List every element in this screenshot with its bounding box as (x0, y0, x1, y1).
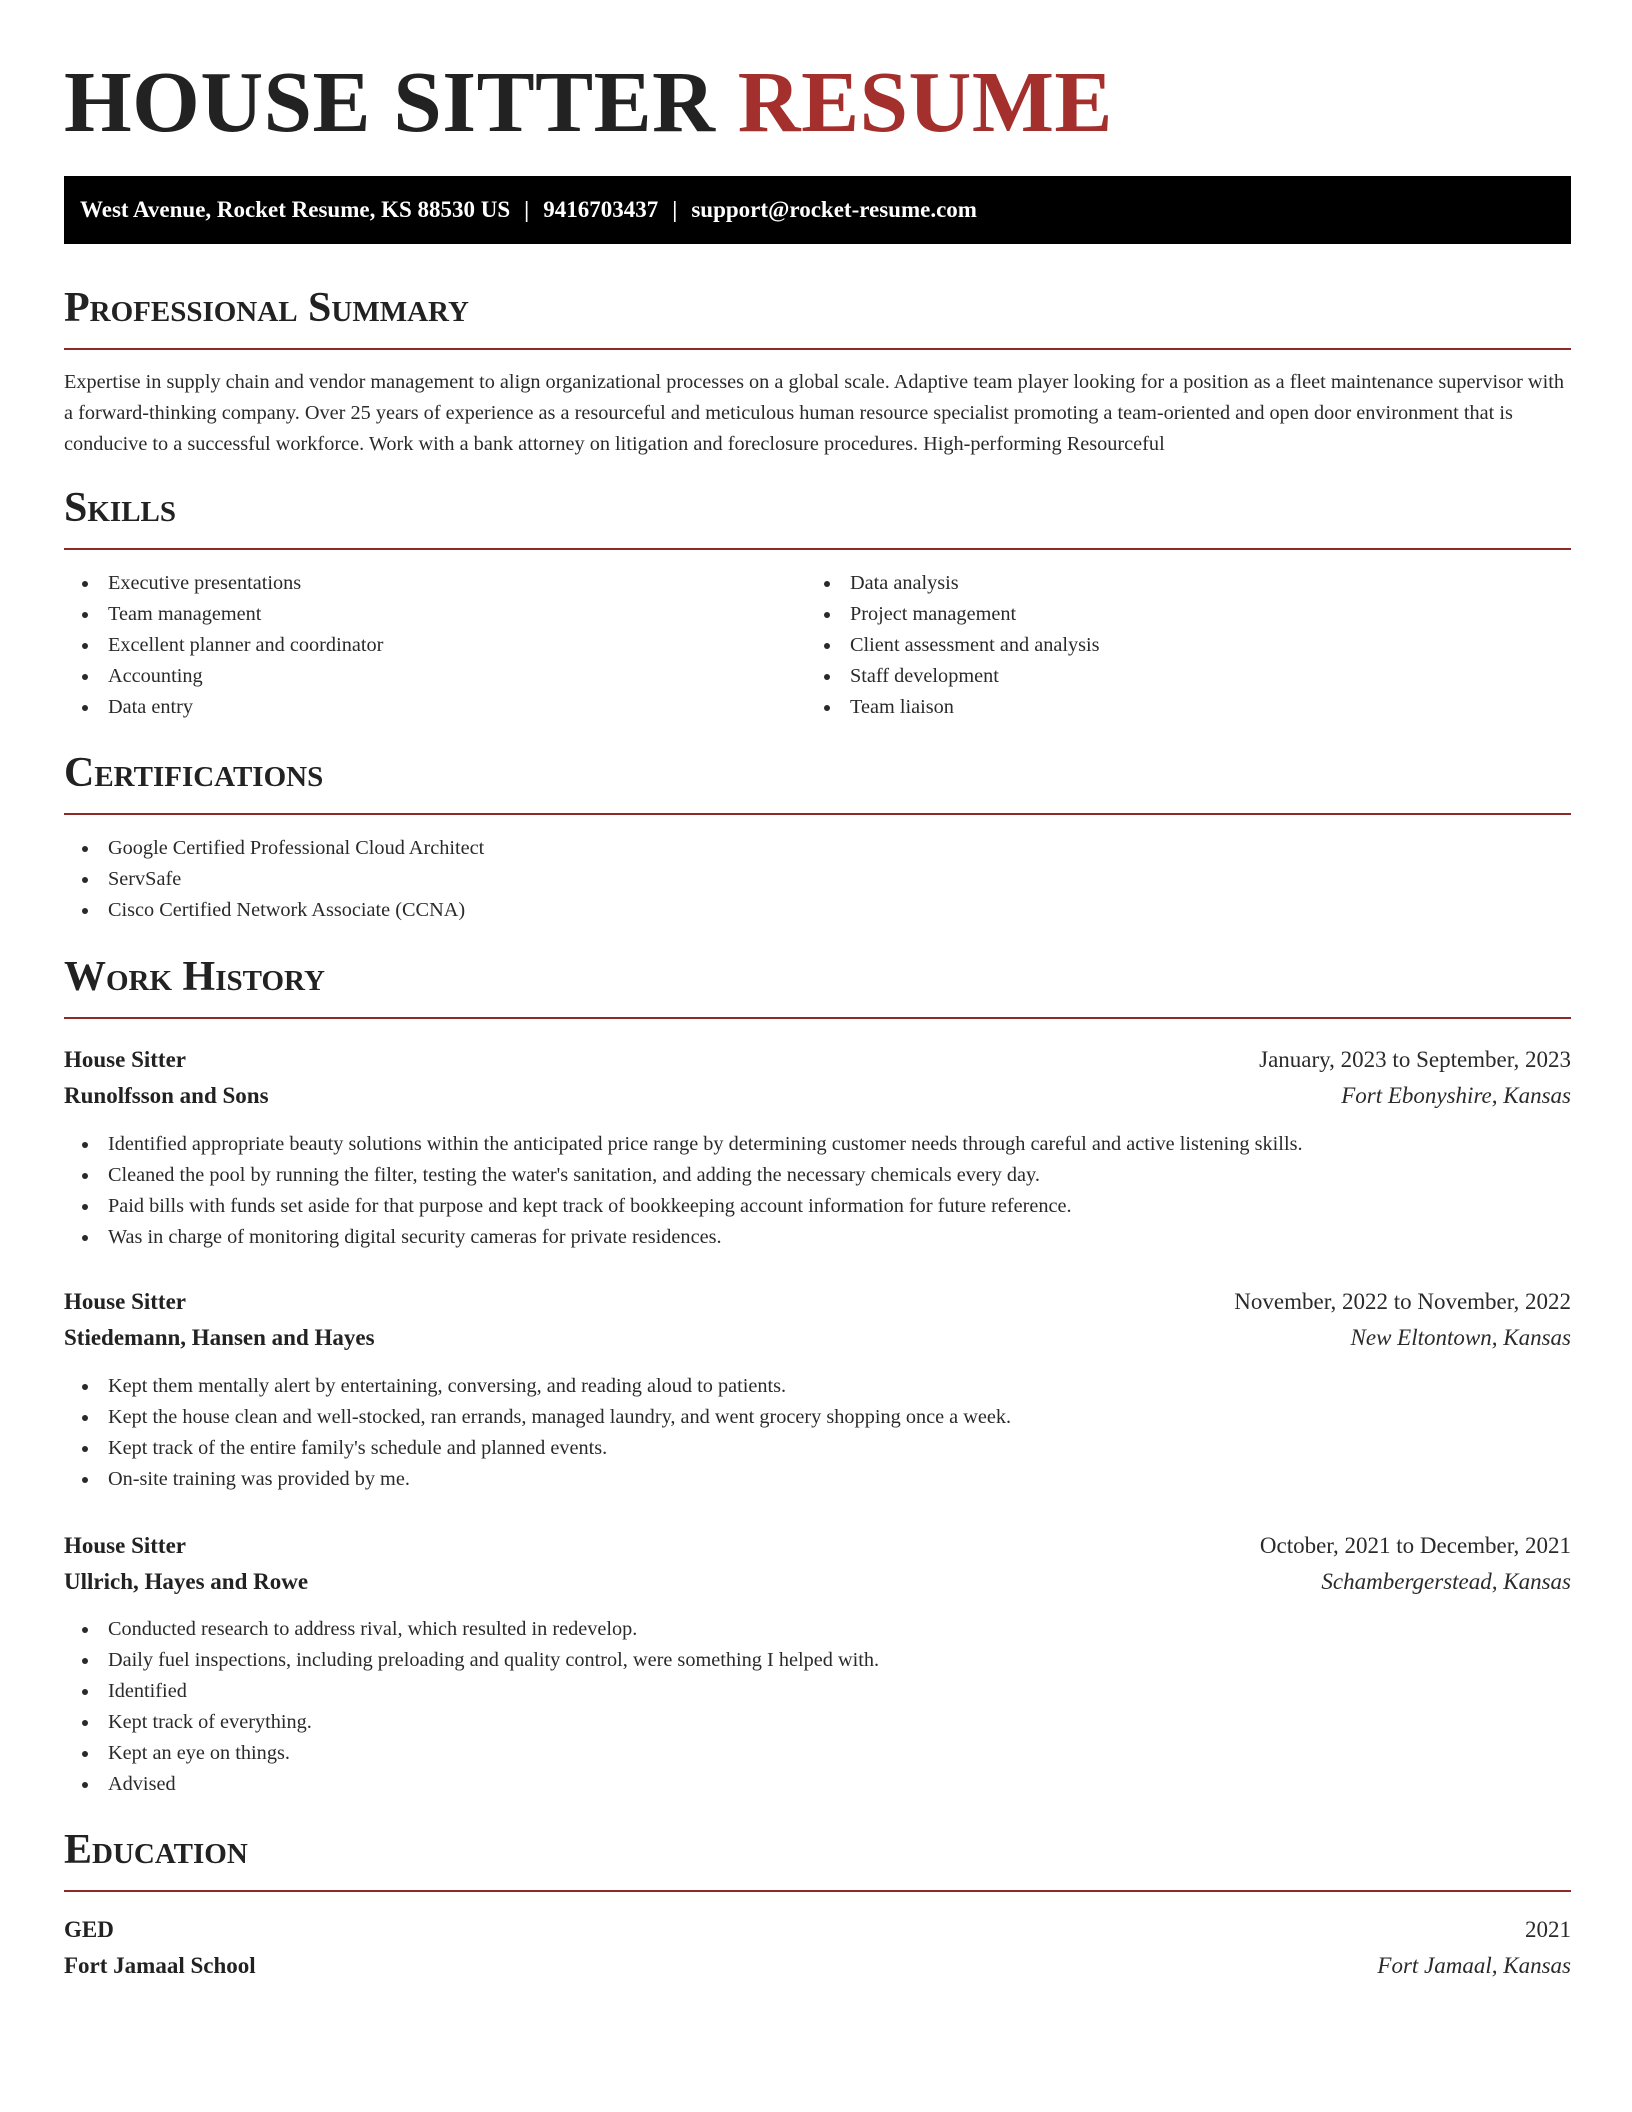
education-year: 2021 (1525, 1917, 1571, 1942)
education-heading: Education (64, 1827, 248, 1873)
job-company: Runolfsson and Sons (64, 1083, 269, 1108)
skill-item: Data analysis (806, 568, 1100, 599)
job-duty: Identified (64, 1676, 879, 1707)
section-divider (64, 1017, 1571, 1019)
resume-title (64, 52, 1113, 152)
summary-heading: Professional Summary (64, 285, 469, 331)
certification-item: Cisco Certified Network Associate (CCNA) (64, 895, 484, 926)
job-location: Schambergerstead, Kansas (1321, 1569, 1571, 1594)
section-divider (64, 348, 1571, 350)
certifications-list (64, 833, 484, 926)
skill-item: Team liaison (806, 692, 1100, 723)
education-school: Fort Jamaal School (64, 1953, 256, 1978)
education-degree: GED (64, 1917, 114, 1942)
job-duty: Kept the house clean and well-stocked, ran errands, managed laundry, and went grocery shopping once a week. (64, 1402, 1011, 1433)
job-title: House Sitter (64, 1047, 187, 1072)
job-duty: On-site training was provided by me. (64, 1464, 1011, 1495)
skill-item: Excellent planner and coordinator (64, 630, 383, 661)
job-title: House Sitter (64, 1533, 187, 1558)
skill-item: Executive presentations (64, 568, 383, 599)
job-title: House Sitter (64, 1289, 187, 1314)
skill-item: Staff development (806, 661, 1100, 692)
job-duty: Kept track of everything. (64, 1707, 879, 1738)
job-company: Ullrich, Hayes and Rowe (64, 1569, 309, 1594)
skills-heading: Skills (64, 485, 177, 531)
job-duty: Paid bills with funds set aside for that purpose and kept track of bookkeeping account information for future reference. (64, 1191, 1303, 1222)
certifications-heading: Certifications (64, 750, 324, 796)
skill-item: Project management (806, 599, 1100, 630)
skill-item: Client assessment and analysis (806, 630, 1100, 661)
job-duty: Kept an eye on things. (64, 1738, 879, 1769)
job-location: New Eltontown, Kansas (1350, 1325, 1571, 1350)
contact-separator: | (672, 197, 678, 222)
contact-phone: 9416703437 (543, 197, 659, 222)
job-company: Stiedemann, Hansen and Hayes (64, 1325, 375, 1350)
job-duties-list (64, 1129, 1303, 1253)
job-duty: Kept them mentally alert by entertaining, conversing, and reading aloud to patients. (64, 1371, 1011, 1402)
work-history-heading: Work History (64, 954, 325, 1000)
section-divider (64, 1890, 1571, 1892)
skills-list-left (64, 568, 383, 723)
contact-email: support@rocket-resume.com (691, 197, 977, 222)
contact-separator: | (524, 197, 530, 222)
skill-item: Team management (64, 599, 383, 630)
certification-item: ServSafe (64, 864, 484, 895)
title-main: HOUSE SITTER (64, 53, 716, 150)
job-duties-list (64, 1614, 879, 1800)
certification-item: Google Certified Professional Cloud Architect (64, 833, 484, 864)
contact-address: West Avenue, Rocket Resume, KS 88530 US (80, 197, 511, 222)
job-duty: Cleaned the pool by running the filter, testing the water's sanitation, and adding the necessary chemicals every day. (64, 1160, 1303, 1191)
skills-list-right (806, 568, 1100, 723)
job-duty: Kept track of the entire family's schedule and planned events. (64, 1433, 1011, 1464)
job-duties-list (64, 1371, 1011, 1495)
skill-item: Accounting (64, 661, 383, 692)
job-duty: Identified appropriate beauty solutions within the anticipated price range by determining customer needs through careful and active listening skills. (64, 1129, 1303, 1160)
job-duty: Conducted research to address rival, which resulted in redevelop. (64, 1614, 879, 1645)
title-accent: RESUME (737, 53, 1113, 150)
contact-bar (64, 176, 1571, 244)
section-divider (64, 813, 1571, 815)
job-dates: January, 2023 to September, 2023 (1259, 1047, 1571, 1072)
summary-text: Expertise in supply chain and vendor management to align organizational processes on a global scale. Adaptive team player looking for a position as a fleet maintenance supervisor with a forward-thinking company. Over 25 years of experience as a resourceful and meticulous human resource specialist promoting a team-oriented and open door environment that is conducive to a successful workforce. Work with a bank attorney on litigation and foreclosure procedures. High-performing Resourceful (64, 371, 1564, 455)
job-duty: Advised (64, 1769, 879, 1800)
job-dates: November, 2022 to November, 2022 (1234, 1289, 1571, 1314)
job-dates: October, 2021 to December, 2021 (1259, 1533, 1571, 1558)
education-location: Fort Jamaal, Kansas (1377, 1953, 1571, 1978)
section-divider (64, 548, 1571, 550)
job-duty: Was in charge of monitoring digital security cameras for private residences. (64, 1222, 1303, 1253)
job-duty: Daily fuel inspections, including preloading and quality control, were something I helped with. (64, 1645, 879, 1676)
job-location: Fort Ebonyshire, Kansas (1341, 1083, 1571, 1108)
skill-item: Data entry (64, 692, 383, 723)
